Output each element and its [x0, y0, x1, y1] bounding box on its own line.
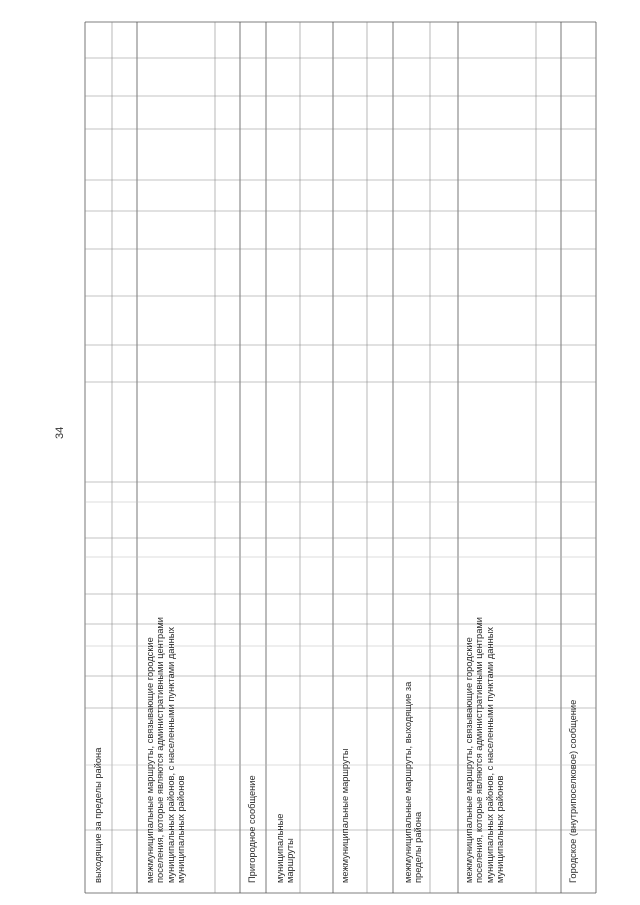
- row-label-urban-service: Городское (внутрипоселковое) сообщение: [568, 699, 578, 883]
- row-label-intermunicipal-urban-settlements-suburban: межмуниципальные маршруты, связывающие городские поселения, которые являются административными центрами муниципальных районов, с населенными пунктами данных муниципальных районов: [464, 617, 506, 883]
- row-label-intermunicipal-urban-settlements: межмуниципальные маршруты, связывающие городские поселения, которые являются административными центрами муниципальных районов, с населенными пунктами данных муниципальных районов: [145, 617, 187, 883]
- row-label-intermunicipal-beyond-district: межмуниципальные маршруты, выходящие за пределы района: [403, 681, 424, 883]
- page-number: 34: [54, 426, 66, 439]
- row-label-outgoing-beyond-district: выходящие за пределы района: [93, 747, 103, 883]
- row-label-municipal-routes: муниципальные маршруты: [275, 813, 296, 883]
- row-label-intermunicipal-routes: межмуниципальные маршруты: [340, 748, 350, 883]
- row-label-suburban-service: Пригородное сообщение: [247, 775, 257, 883]
